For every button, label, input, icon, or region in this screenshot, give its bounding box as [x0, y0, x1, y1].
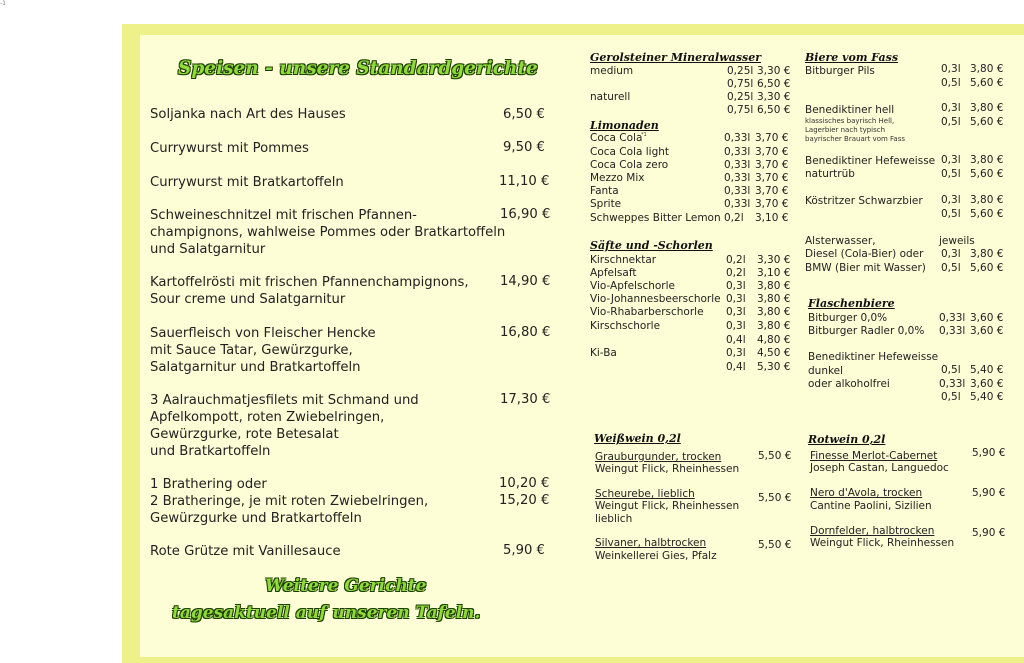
weiss-wine-producer-3: Weinkellerei Gies, Pfalz	[595, 550, 717, 562]
food-item-matjes-line2: Apfelkompott, roten Zwiebelringen,	[150, 410, 385, 425]
food-menu-title: Speisen - unsere Standardgerichte	[178, 58, 538, 79]
fass-alster-size-2: 0,5l	[941, 262, 961, 274]
fass-benediktiner-note-2: Lagerbier nach typisch	[805, 126, 886, 134]
mineral-price-3: 3,30 €	[757, 91, 791, 103]
saft-price-3: 3,80 €	[757, 280, 791, 292]
section-title-mineralwasser: Gerolsteiner Mineralwasser	[590, 51, 762, 64]
flaschen-hefe-alkoholfrei: oder alkoholfrei	[808, 378, 890, 390]
fass-koestritzer-price-1: 3,80 €	[970, 194, 1004, 206]
fass-koestritzer-size-1: 0,3l	[941, 194, 961, 206]
weiss-wine-price-3: 5,50 €	[758, 539, 792, 551]
weiss-wine-price-1: 5,50 €	[758, 450, 792, 462]
corner-mark: -1	[0, 0, 6, 7]
food-item-matjes: 3 Aalrauchmatjesfilets mit Schmand und	[150, 393, 419, 408]
flaschen-name-2: Bitburger Radler 0,0%	[808, 325, 925, 337]
food-price-brathering-2: 15,20 €	[499, 493, 550, 508]
food-item-matjes-line3: Gewürzgurke, rote Betesalat	[150, 427, 339, 442]
flaschen-hefe-price-2: 3,60 €	[970, 378, 1004, 390]
saft-price-1: 3,30 €	[757, 254, 791, 266]
fass-benediktiner-size-1: 0,3l	[941, 102, 961, 114]
food-item-soljanka: Soljanka nach Art des Hauses	[150, 107, 346, 122]
flaschen-hefe-price-1: 5,40 €	[970, 364, 1004, 376]
flaschen-size-2: 0,33l	[939, 325, 966, 337]
limo-price-5: 3,70 €	[755, 185, 789, 197]
saft-price-9: 5,30 €	[757, 361, 791, 373]
saft-name-4: Vio-Johannesbeerschorle	[590, 293, 721, 305]
mineral-size-2: 0,75l	[727, 78, 754, 90]
rot-wine-name-1: Finesse Merlot-Cabernet	[810, 450, 938, 462]
weiss-wine-name-1: Grauburgunder, trocken	[595, 451, 722, 463]
limo-size-2: 0,33l	[724, 146, 751, 158]
fass-benediktiner-price-1: 3,80 €	[970, 102, 1004, 114]
footer-headline-line1: Weitere Gerichte	[265, 576, 427, 596]
limo-price-2: 3,70 €	[755, 146, 789, 158]
food-price-sauerfleisch: 16,80 €	[500, 325, 551, 340]
rot-wine-price-1: 5,90 €	[972, 447, 1006, 459]
fass-jeweils: jeweils	[939, 235, 975, 247]
saft-name-8: Ki-Ba	[590, 347, 617, 359]
limo-name-2: Coca Cola light	[590, 146, 670, 158]
food-item-currywurst-bratkartoffeln: Currywurst mit Bratkartoffeln	[150, 175, 344, 190]
fass-benediktiner-note-3: bayrischer Brauart vom Fass	[805, 135, 906, 143]
saft-name-2: Apfelsaft	[590, 267, 637, 279]
section-title-saefte: Säfte und -Schorlen	[590, 239, 713, 252]
fass-hefe: Benediktiner Hefeweisse	[805, 155, 936, 167]
flaschen-name-1: Bitburger 0,0%	[808, 312, 888, 324]
limo-size-1: 0,33l	[724, 132, 751, 144]
fass-koestritzer-size-2: 0,5l	[941, 208, 961, 220]
limo-name-6: Sprite	[590, 198, 622, 210]
fass-bitburger-price-2: 5,60 €	[970, 77, 1004, 89]
saft-size-8: 0,3l	[726, 347, 746, 359]
flaschen-hefe: Benediktiner Hefeweisse	[808, 351, 939, 363]
food-item-schnitzel: Schweineschnitzel mit frischen Pfannen-	[150, 208, 417, 223]
fass-bmw: BMW (Bier mit Wasser)	[805, 262, 926, 274]
saft-size-1: 0,2l	[726, 254, 746, 266]
fass-benediktiner-price-2: 5,60 €	[970, 116, 1004, 128]
fass-bitburger-size-1: 0,3l	[941, 63, 961, 75]
section-title-rotwein: Rotwein 0,2l	[808, 433, 886, 446]
fass-koestritzer: Köstritzer Schwarzbier	[805, 195, 923, 207]
limo-size-7: 0,2l	[724, 212, 744, 224]
fass-alster-size-1: 0,3l	[941, 248, 961, 260]
food-item-brathering-line3: Gewürzgurke und Bratkartoffeln	[150, 511, 362, 526]
food-price-currywurst-pommes: 9,50 €	[503, 140, 545, 155]
limo-name-3: Coca Cola zero	[590, 159, 669, 171]
weiss-wine-producer-1: Weingut Flick, Rheinhessen	[595, 463, 740, 475]
rot-wine-price-2: 5,90 €	[972, 487, 1006, 499]
saft-name-5: Vio-Rhabarberschorle	[590, 306, 704, 318]
mineral-price-2: 6,50 €	[757, 78, 791, 90]
food-item-brathering: 1 Brathering oder	[150, 477, 267, 492]
food-item-roesti-line2: Sour creme und Salatgarnitur	[150, 292, 346, 307]
rot-wine-producer-2: Cantine Paolini, Sizilien	[810, 500, 932, 512]
limo-price-6: 3,70 €	[755, 198, 789, 210]
limo-price-3: 3,70 €	[755, 159, 789, 171]
rot-wine-producer-3: Weingut Flick, Rheinhessen	[810, 537, 955, 549]
flaschen-price-2: 3,60 €	[970, 325, 1004, 337]
saft-price-7: 4,80 €	[757, 334, 791, 346]
saft-name-1: Kirschnektar	[590, 254, 657, 266]
food-price-currywurst-bratkartoffeln: 11,10 €	[499, 174, 550, 189]
fass-benediktiner: Benediktiner hell	[805, 104, 895, 116]
fass-hefe-naturtrueb: naturtrüb	[805, 168, 855, 180]
limo-size-6: 0,33l	[724, 198, 751, 210]
food-item-brathering-line2: 2 Bratheringe, je mit roten Zwiebelringen,	[150, 494, 429, 509]
fass-diesel: Diesel (Cola-Bier) oder	[805, 248, 924, 260]
limo-size-3: 0,33l	[724, 159, 751, 171]
flaschen-hefe-size-1: 0,5l	[941, 364, 961, 376]
saft-size-4: 0,3l	[726, 293, 746, 305]
fass-hefe-price-2: 5,60 €	[970, 168, 1004, 180]
saft-price-4: 3,80 €	[757, 293, 791, 305]
flaschen-price-1: 3,60 €	[970, 312, 1004, 324]
fass-alster: Alsterwasser,	[805, 235, 876, 247]
rot-wine-price-3: 5,90 €	[972, 527, 1006, 539]
food-item-roesti: Kartoffelrösti mit frischen Pfannenchampignons,	[150, 275, 469, 290]
limo-name-7: Schweppes Bitter Lemon	[590, 212, 721, 224]
mineral-size-3: 0,25l	[727, 91, 754, 103]
saft-size-6: 0,3l	[726, 320, 746, 332]
fass-hefe-size-1: 0,3l	[941, 154, 961, 166]
rot-wine-producer-1: Joseph Castan, Languedoc	[810, 462, 949, 474]
fass-alster-price-2: 5,60 €	[970, 262, 1004, 274]
saft-price-8: 4,50 €	[757, 347, 791, 359]
saft-size-7: 0,4l	[726, 334, 746, 346]
fass-koestritzer-price-2: 5,60 €	[970, 208, 1004, 220]
saft-size-9: 0,4l	[726, 361, 746, 373]
mineral-size-4: 0,75l	[727, 104, 754, 116]
rot-wine-name-3: Dornfelder, halbtrocken	[810, 525, 935, 537]
limo-name-1: Coca Cola	[590, 132, 643, 144]
fass-bitburger-price-1: 3,80 €	[970, 63, 1004, 75]
mineral-name-3: naturell	[590, 91, 631, 103]
fass-benediktiner-note-1: klassisches bayrisch Hell,	[805, 117, 895, 125]
flaschen-hefe-size-3: 0,5l	[941, 391, 961, 403]
food-price-schnitzel: 16,90 €	[500, 207, 551, 222]
saft-name-3: Vio-Apfelschorle	[590, 280, 675, 292]
food-item-sauerfleisch-line3: Salatgarnitur und Bratkartoffeln	[150, 360, 361, 375]
section-title-fass: Biere vom Fass	[805, 51, 899, 64]
food-item-currywurst-pommes: Currywurst mit Pommes	[150, 141, 309, 156]
mineral-name-1: medium	[590, 65, 634, 77]
rot-wine-name-2: Nero d'Avola, trocken	[810, 487, 923, 499]
flaschen-hefe-size-2: 0,33l	[939, 378, 966, 390]
saft-price-6: 3,80 €	[757, 320, 791, 332]
weiss-wine-price-2: 5,50 €	[758, 492, 792, 504]
weiss-wine-producer-2: Weingut Flick, Rheinhessen	[595, 500, 740, 512]
food-item-rote-gruetze: Rote Grütze mit Vanillesauce	[150, 544, 341, 559]
fass-alster-price-1: 3,80 €	[970, 248, 1004, 260]
saft-price-2: 3,10 €	[757, 267, 791, 279]
food-price-brathering-1: 10,20 €	[499, 476, 550, 491]
weiss-wine-name-3: Silvaner, halbtrocken	[595, 537, 707, 549]
limo-name-4: Mezzo Mix	[590, 172, 645, 184]
food-item-sauerfleisch: Sauerfleisch von Fleischer Hencke	[150, 326, 376, 341]
saft-price-5: 3,80 €	[757, 306, 791, 318]
weiss-wine-note-2: lieblich	[595, 513, 633, 525]
fass-hefe-price-1: 3,80 €	[970, 154, 1004, 166]
section-title-flaschen: Flaschenbiere	[808, 297, 895, 310]
limo-cola-mark: *1	[641, 132, 647, 138]
flaschen-hefe-price-3: 5,40 €	[970, 391, 1004, 403]
limo-size-5: 0,33l	[724, 185, 751, 197]
mineral-price-1: 3,30 €	[757, 65, 791, 77]
saft-size-2: 0,2l	[726, 267, 746, 279]
limo-price-7: 3,10 €	[755, 212, 789, 224]
fass-hefe-size-2: 0,5l	[941, 168, 961, 180]
mineral-size-1: 0,25l	[727, 65, 754, 77]
limo-price-1: 3,70 €	[755, 132, 789, 144]
section-title-limonaden: Limonaden	[590, 119, 659, 132]
mineral-price-4: 6,50 €	[757, 104, 791, 116]
food-item-schnitzel-line2: champignons, wahlweise Pommes oder Bratkartoffeln	[150, 225, 506, 240]
limo-name-5: Fanta	[590, 185, 619, 197]
food-price-matjes: 17,30 €	[500, 392, 551, 407]
footer-headline-line2: tagesaktuell auf unseren Tafeln.	[172, 603, 481, 623]
food-price-rote-gruetze: 5,90 €	[503, 543, 545, 558]
section-title-weisswein: Weißwein 0,2l	[594, 432, 681, 445]
fass-benediktiner-size-2: 0,5l	[941, 116, 961, 128]
saft-size-3: 0,3l	[726, 280, 746, 292]
food-item-matjes-line4: und Bratkartoffeln	[150, 444, 271, 459]
limo-size-4: 0,33l	[724, 172, 751, 184]
fass-bitburger-size-2: 0,5l	[941, 77, 961, 89]
limo-price-4: 3,70 €	[755, 172, 789, 184]
saft-name-6: Kirschschorle	[590, 320, 661, 332]
food-price-soljanka: 6,50 €	[503, 107, 545, 122]
food-item-sauerfleisch-line2: mit Sauce Tatar, Gewürzgurke,	[150, 343, 353, 358]
flaschen-hefe-dunkel: dunkel	[808, 365, 844, 377]
weiss-wine-name-2: Scheurebe, lieblich	[595, 488, 695, 500]
fass-bitburger: Bitburger Pils	[805, 65, 875, 77]
flaschen-size-1: 0,33l	[939, 312, 966, 324]
food-item-schnitzel-line3: und Salatgarnitur	[150, 242, 266, 257]
food-price-roesti: 14,90 €	[500, 274, 551, 289]
saft-size-5: 0,3l	[726, 306, 746, 318]
